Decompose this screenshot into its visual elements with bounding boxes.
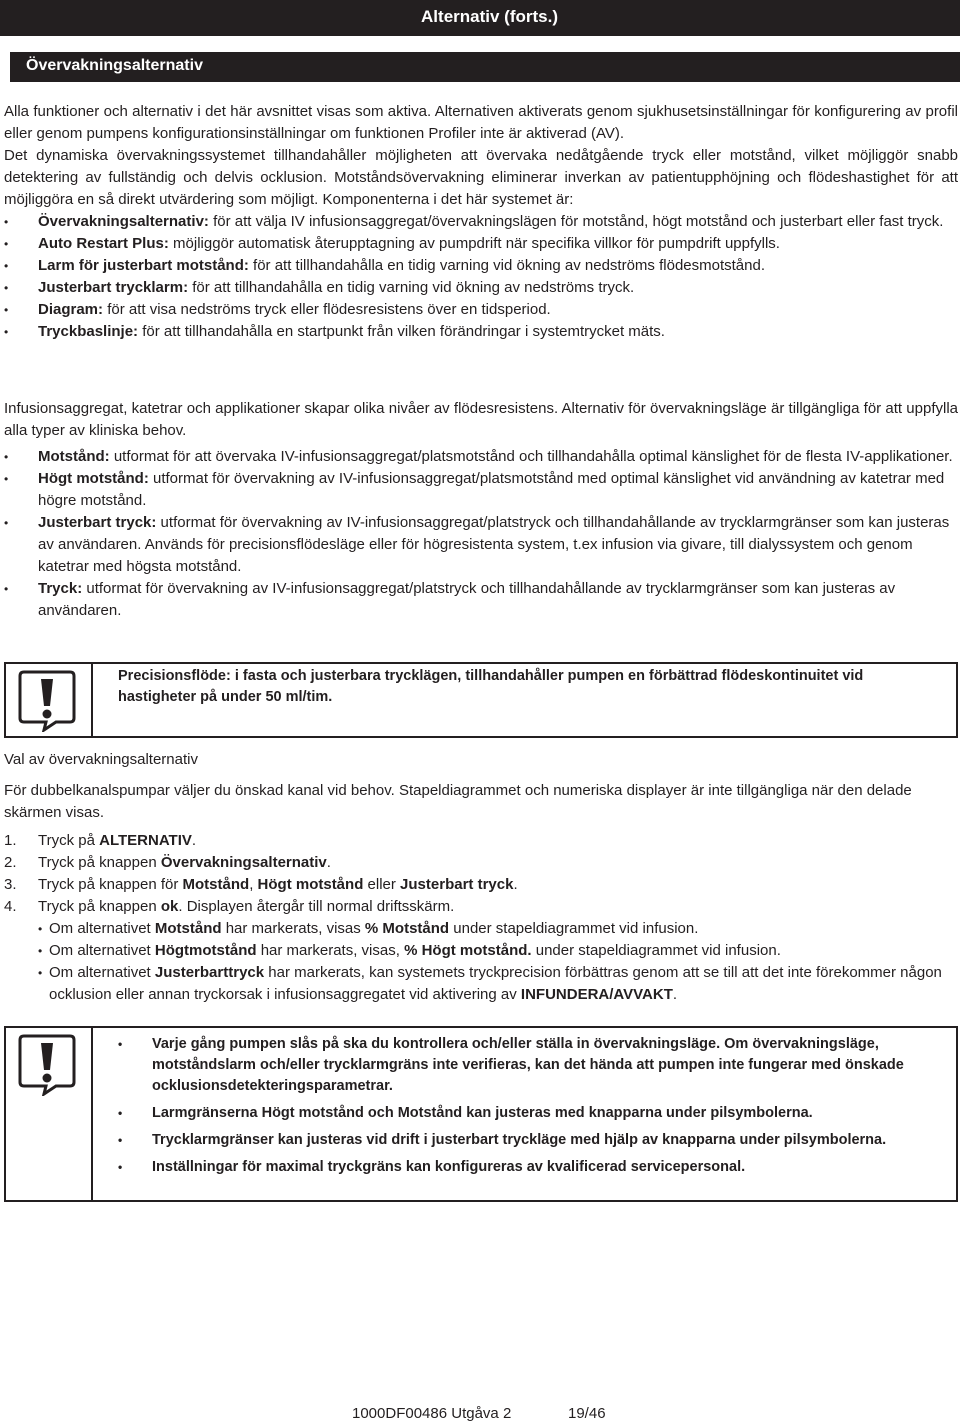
selection-section bbox=[4, 780, 958, 1006]
list-term: Övervakningsalternativ: bbox=[38, 213, 209, 230]
warning-text bbox=[118, 666, 942, 708]
resistance-section bbox=[4, 398, 958, 622]
list-term: Justerbart trycklarm: bbox=[38, 279, 189, 296]
list-item bbox=[4, 233, 958, 255]
list-text: för att tillhandahålla en tidig varning vid ökning av nedströms flödesmotstånd. bbox=[248, 257, 765, 274]
section-title: Övervakningsalternativ bbox=[26, 57, 203, 74]
list-item bbox=[4, 512, 958, 578]
page-title: Alternativ (forts.) bbox=[421, 7, 558, 26]
list-text: för att tillhandahålla en startpunkt från vilken förändringar i systemtrycket mäts. bbox=[138, 323, 665, 340]
list-text: utformat för övervakning av IV-infusionsaggregat/platsmotstånd med optimal känslighet vid användning av katetrar med högre motstånd. bbox=[38, 470, 945, 509]
section-bar bbox=[10, 52, 960, 82]
list-item: 2. Tryck på knappen Övervakningsalternativ. bbox=[4, 852, 958, 874]
list-item: 3. Tryck på knappen för Motstånd, Högt motstånd eller Justerbart tryck. bbox=[4, 874, 958, 896]
list-item bbox=[4, 277, 958, 299]
intro-paragraph-1: Alla funktioner och alternativ i det här avsnittet visas som aktiva. Alternativen aktiverats genom sjukhusetsinställningar för konfigurering av profil eller genom pumpens konfigurationsinställningar om funktionen Profiler inte är aktiverad (AV). bbox=[4, 103, 958, 142]
resistance-list bbox=[4, 446, 958, 622]
document-number: 1000DF00486 Utgåva 2 bbox=[352, 1405, 512, 1422]
warning-icon-cell bbox=[6, 664, 93, 736]
list-text: för att tillhandahålla en tidig varning vid ökning av nedströms tryck. bbox=[188, 279, 635, 296]
step-number: 4. bbox=[4, 898, 17, 915]
list-item: • Varje gång pumpen slås på ska du kontrollera och/eller ställa in övervakningsläge. Om övervakningsläge, motståndslarm och/eller trycklarmgräns inte verifieras, kan det hända att pumpen inte fungerar med önskade ocklusionsdetekteringsparametrar. bbox=[118, 1034, 942, 1097]
exclamation-speech-bubble-icon bbox=[16, 668, 78, 732]
list-item bbox=[4, 578, 958, 622]
list-text: för att välja IV infusionsaggregat/övervakningslägen för motstånd, högt motstånd och justerbart eller fast tryck. bbox=[208, 213, 944, 230]
list-text: möjliggör automatisk återupptagning av pumpdrift när specifika villkor för pumpdrift uppfylls. bbox=[168, 235, 780, 252]
list-item: • Inställningar för maximal tryckgräns kan konfigureras av kvalificerad servicepersonal. bbox=[118, 1157, 942, 1178]
list-item bbox=[4, 255, 958, 277]
list-item: 1. Tryck på ALTERNATIV. bbox=[4, 830, 958, 852]
list-item bbox=[4, 446, 958, 468]
intro-paragraph-2: Det dynamiska övervakningssystemet tillhandahåller möjligheten att övervaka nedåtgående tryck eller motstånd, vilket möjliggör snabb detektering av fullständig och delvis ocklusion. Motståndsövervakning eliminerar inverkan av patientupphöjning och flödeshastighet för att möjliggöra en så direkt utvärdering som möjligt. Komponenterna i det här systemet är: bbox=[4, 147, 958, 208]
list-item: • Larmgränserna Högt motstånd och Motstånd kan justeras med knapparna under pilsymbolerna. bbox=[118, 1103, 942, 1124]
list-text: för att visa nedströms tryck eller flödesresistens över en tidsperiod. bbox=[103, 301, 551, 318]
warning-text bbox=[118, 1034, 942, 1184]
warning-term: Precisionsflöde: bbox=[118, 668, 231, 684]
list-term: Justerbart tryck: bbox=[38, 514, 157, 531]
page-number: 19/46 bbox=[568, 1405, 606, 1422]
list-term: Larm för justerbart motstånd: bbox=[38, 257, 249, 274]
steps-list bbox=[4, 830, 958, 1006]
list-term: Motstånd: bbox=[38, 448, 110, 465]
list-item bbox=[4, 321, 958, 343]
list-item bbox=[4, 468, 958, 512]
warning-box-precision bbox=[4, 662, 958, 738]
list-term: Tryck: bbox=[38, 580, 83, 597]
exclamation-speech-bubble-icon bbox=[16, 1032, 78, 1096]
list-term: Diagram: bbox=[38, 301, 104, 318]
header-bar bbox=[0, 0, 960, 36]
resistance-paragraph: Infusionsaggregat, katetrar och applikationer skapar olika nivåer av flödesresistens. Alternativ för övervakningsläge är tillgängliga för att uppfylla alla typer av kliniska behov. bbox=[4, 400, 958, 439]
intro-section bbox=[4, 101, 958, 343]
warning-list bbox=[118, 1034, 942, 1178]
selection-paragraph: För dubbelkanalspumpar väljer du önskad kanal vid behov. Stapeldiagrammet och numeriska displayer är inte tillgängliga när den delade skärmen visas. bbox=[4, 782, 912, 821]
list-item bbox=[4, 299, 958, 321]
list-text: utformat för övervakning av IV-infusionsaggregat/platstryck och tillhandahållande av trycklarmgränser som kan justeras av användaren. Används för precisionsflödesläge eller för högresistenta system, t.ex infusion via givare, till dialyssystem och genom katetrar med högsta motstånd. bbox=[38, 514, 950, 575]
list-item: • Trycklarmgränser kan justeras vid drift i justerbart tryckläge med hjälp av knapparna under pilsymbolerna. bbox=[118, 1130, 942, 1151]
list-text: utformat för övervakning av IV-infusionsaggregat/platstryck och tillhandahållande av trycklarmgränser som kan justeras av användaren. bbox=[38, 580, 896, 619]
list-item: 4. Tryck på knappen ok. Displayen återgår till normal driftsskärm. • Om alternativet Motstånd har markerats, visas % Motstånd under stapeldiagrammet vid infusion. • Om alternativet Högtmotstånd har markerats, visas, % Högt motstånd. under stapeldiagrammet vid infusion. • Om alternativet Justerbarttryck har markerats, kan systemets tryckprecision förbättras genom att se till att det inte förekommer någon ocklusion eller annan tryckorsak i infusionsaggregatet vid aktivering av INFUNDERA/AVVAKT. bbox=[4, 896, 958, 1006]
list-text: utformat för att övervaka IV-infusionsaggregat/platsmotstånd och tillhandahålla optimal känslighet för de flesta IV-applikationer. bbox=[109, 448, 953, 465]
list-term: Auto Restart Plus: bbox=[38, 235, 169, 252]
warning-body: i fasta och justerbara trycklägen, tillhandahåller pumpen en förbättrad flödeskontinuitet vid hastigheter på under 50 ml/tim. bbox=[118, 668, 864, 705]
components-list bbox=[4, 211, 958, 343]
list-term: Högt motstånd: bbox=[38, 470, 149, 487]
step-number: 2. bbox=[4, 854, 17, 871]
list-item bbox=[4, 211, 958, 233]
step-number: 1. bbox=[4, 832, 17, 849]
list-term: Tryckbaslinje: bbox=[38, 323, 139, 340]
selection-heading: Val av övervakningsalternativ bbox=[4, 751, 198, 768]
sub-list-item: • Om alternativet Justerbarttryck har markerats, kan systemets tryckprecision förbättras genom att se till att det inte förekommer någon ocklusion eller annan tryckorsak i infusionsaggregatet vid aktivering av INFUNDERA/AVVAKT. bbox=[38, 962, 958, 1006]
sub-list-item: • Om alternativet Högtmotstånd har markerats, visas, % Högt motstånd. under stapeldiagrammet vid infusion. bbox=[38, 940, 958, 962]
sub-list-item: • Om alternativet Motstånd har markerats, visas % Motstånd under stapeldiagrammet vid infusion. bbox=[38, 918, 958, 940]
sub-list bbox=[38, 918, 958, 1006]
warning-icon-cell bbox=[6, 1028, 93, 1200]
warning-box-monitoring bbox=[4, 1026, 958, 1202]
step-number: 3. bbox=[4, 876, 17, 893]
